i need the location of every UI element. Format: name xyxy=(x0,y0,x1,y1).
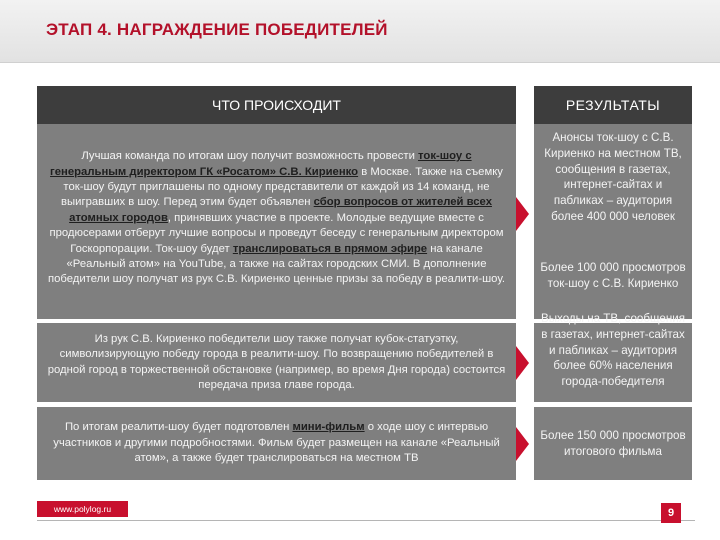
row3-result-text: Более 150 000 просмотров итогового фильма xyxy=(540,428,686,458)
row1-text-3: , принявших участие в проекте. Молодые ведущие вместе с продюсерами отберут лучшие вопросы и проведут беседу с генеральным директором Госкорпорации. Ток-шоу будет xyxy=(49,211,504,255)
page-number: 9 xyxy=(661,503,681,523)
row2-result-text: Выходы на ТВ, сообщения в газетах, интернет-сайтах и пабликах – аудитория более 60% населения города-победителя xyxy=(540,312,686,389)
title-bar xyxy=(0,0,720,63)
row3-description xyxy=(37,407,516,480)
footer-divider xyxy=(37,520,695,521)
row1-text-1: Лучшая команда по итогам шоу получит возможность провести xyxy=(81,150,419,163)
row3-highlight-film: мини-фильм xyxy=(292,421,365,434)
slide-title: ЭТАП 4. НАГРАЖДЕНИЕ ПОБЕДИТЕЛЕЙ xyxy=(46,20,388,39)
row1-description xyxy=(37,124,516,319)
header-results: РЕЗУЛЬТАТЫ xyxy=(534,86,692,124)
arrow-right-icon xyxy=(516,197,529,231)
arrow-right-icon xyxy=(516,346,529,380)
row1-highlight-talkshow: ток-шоу с генеральным директором ГК «Росатом» С.В. Кириенко xyxy=(50,150,472,178)
arrow-right-icon xyxy=(516,427,529,461)
website-link[interactable]: www.polylog.ru xyxy=(37,501,128,517)
row1-text-2: в Москве. Также на съемку ток-шоу будут приглашены по одному представители от каждой из 14 команд, не выигравших в шоу. Перед этим будет объявлен xyxy=(61,165,503,209)
row1-highlight-questions: сбор вопросов от жителей всех атомных городов xyxy=(69,196,492,224)
row1-result-announcements: Анонсы ток-шоу с С.В. Кириенко на местном ТВ, сообщения в газетах, интернет-сайтах и пабликах – аудитория более 400 000 человек xyxy=(544,131,682,223)
row1-result-views: Более 100 000 просмотров ток-шоу с С.В. Кириенко xyxy=(540,261,686,290)
row3-text-1: По итогам реалити-шоу будет подготовлен xyxy=(64,421,293,434)
row3-text-2: о ходе шоу с интервью участников и другими подробностями. Фильм будет размещен на канале «Реальный атом», а также будет транслироваться на местном ТВ xyxy=(53,421,500,465)
row1-highlight-live: транслироваться в прямом эфире xyxy=(232,242,428,255)
row2-results xyxy=(534,312,692,402)
row1-results xyxy=(534,124,692,319)
row3-results xyxy=(534,407,692,480)
header-what-happens: ЧТО ПРОИСХОДИТ xyxy=(37,86,516,124)
row1-text-4: на канале «Реальный атом» на YouTube, а также на сайтах городских СМИ. В дополнение победители шоу получат из рук С.В. Кириенко ценные призы за победу в реалити-шоу. xyxy=(48,242,505,286)
row2-text: Из рук С.В. Кириенко победители шоу также получат кубок-статуэтку, символизирующую победу города в реалити-шоу. По возвращению победителей в родной город в торжественной обстановке (например, во время Дня города) состоится передача приза главе города. xyxy=(47,332,506,391)
row2-description xyxy=(37,323,516,402)
